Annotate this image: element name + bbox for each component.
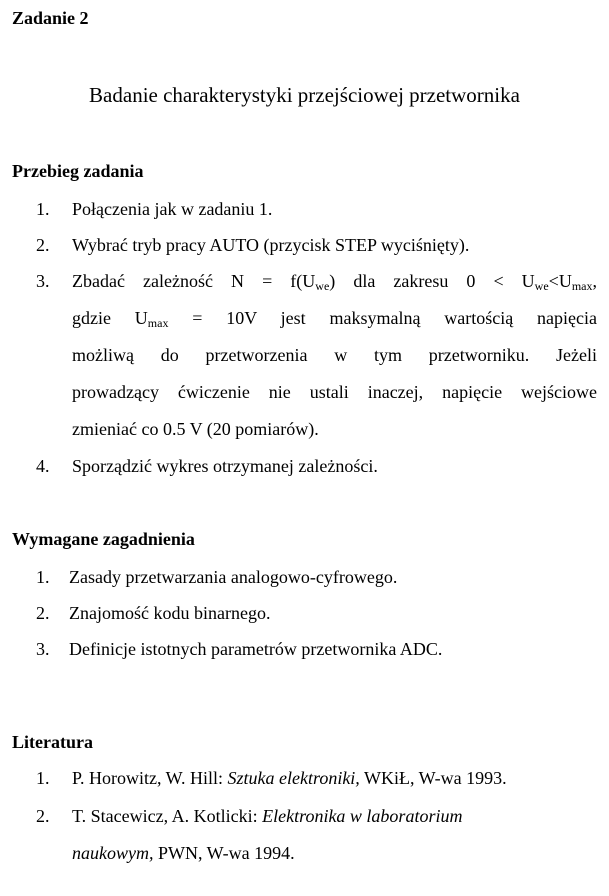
section-header-literatura: Literatura [12, 732, 93, 752]
list-item: Połączenia jak w zadaniu 1. [72, 199, 273, 219]
reference-item: T. Stacewicz, A. Kotlicki: Elektronika w laboratorium [72, 806, 463, 826]
reference-item-continuation: naukowym, PWN, W-wa 1994. [72, 843, 295, 863]
list-number: 2. [36, 235, 50, 255]
list-item: Zasady przetwarzania analogowo-cyfrowego. [69, 567, 398, 587]
list-number: 4. [36, 456, 50, 476]
list-number: 1. [36, 768, 50, 788]
list-item-line: możliwą do przetworzenia w tym przetworniku. Jeżeli [72, 345, 597, 365]
section-header-przebieg: Przebieg zadania [12, 161, 144, 181]
list-item-line: prowadzący ćwiczenie nie ustali inaczej, napięcie wejściowe [72, 382, 597, 402]
list-item: Znajomość kodu binarnego. [69, 603, 271, 623]
list-item-line: gdzie $U_{max} = 10V$ jest maksymalną wartością napięcia [72, 308, 597, 330]
list-number: 2. [36, 603, 50, 623]
list-item-line: zmieniać co 0.5 V (20 pomiarów). [72, 419, 319, 439]
list-item: Wybrać tryb pracy AUTO (przycisk STEP wyciśnięty). [72, 235, 470, 255]
reference-item: P. Horowitz, W. Hill: Sztuka elektroniki, WKiŁ, W-wa 1993. [72, 768, 507, 788]
document-title: Badanie charakterystyki przejściowej przetwornika [89, 83, 520, 107]
list-number: 1. [36, 199, 50, 219]
list-item: Definicje istotnych parametrów przetwornika ADC. [69, 639, 443, 659]
list-number: 3. [36, 271, 50, 291]
section-header-zagadnienia: Wymagane zagadnienia [12, 529, 195, 549]
list-item-line: Zbadać zależność $N = f(U_{we})$ dla zakresu $0 < U_{we}<U_{max}$, [72, 271, 597, 293]
list-number: 2. [36, 806, 50, 826]
list-number: 1. [36, 567, 50, 587]
list-item: Sporządzić wykres otrzymanej zależności. [72, 456, 378, 476]
list-number: 3. [36, 639, 50, 659]
task-heading: Zadanie 2 [12, 8, 89, 28]
